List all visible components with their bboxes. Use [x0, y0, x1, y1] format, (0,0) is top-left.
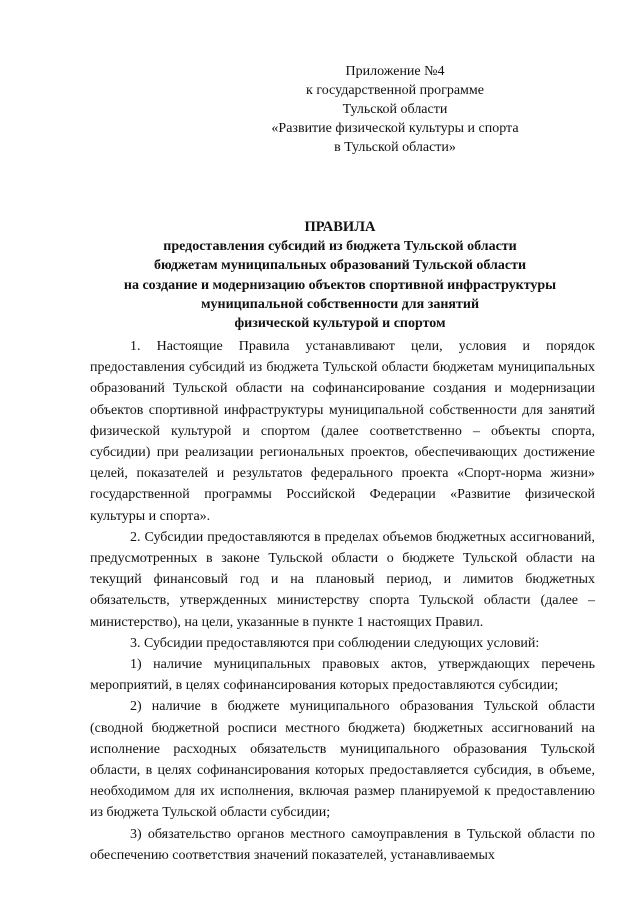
paragraph: 3. Субсидии предоставляются при соблюдении следующих условий:: [130, 635, 540, 651]
appendix-line: «Развитие физической культуры и спорта: [271, 121, 519, 136]
document-title: [60, 218, 620, 333]
title-line: на создание и модернизацию объектов спортивной инфраструктуры: [123, 277, 557, 293]
title-line: предоставления субсидий из бюджета Тульской области: [163, 239, 517, 255]
title-line: физической культурой и спортом: [234, 316, 446, 332]
paragraph: 1. Настоящие Правила устанавливают цели, условия и порядок предоставления субсидий из бюджета Тульской области бюджетам муниципальных образований Тульской области на софинансирование создания и модернизации объектов спортивной инфраструктуры муниципальной собственности для занятий физической культурой и спортом (далее соответственно – объекты спорта, субсидии) при реализации региональных проектов, обеспечивающих достижение целей, показателей и результатов федерального проекта «Спорт-норма жизни» государственной программы Российской Федерации «Развитие физической культуры и спорта».: [90, 339, 595, 524]
title-line: бюджетам муниципальных образований Тульской области: [153, 258, 527, 274]
title-line: муниципальной собственности для занятий: [200, 296, 480, 312]
paragraph: 2. Субсидии предоставляются в пределах объемов бюджетных ассигнований, предусмотренных в законе Тульской области о бюджете Тульской области на текущий финансовый год и на плановый период, и лимитов бюджетных обязательств, утвержденных министерству спорта Тульской области (далее – министерство), на цели, указанные в пункте 1 настоящих Правил.: [90, 529, 595, 630]
document-body: [90, 336, 595, 866]
paragraph: 3) обязательство органов местного самоуправления в Тульской области по обеспечению соответствия значений показателей, устанавливаемых: [90, 826, 595, 863]
paragraph: 2) наличие в бюджете муниципального образования Тульской области (сводной бюджетной росписи местного бюджета) бюджетных ассигнований на исполнение расходных обязательств муниципального образования Тульской области, в целях софинансирования которых предоставляется субсидия, в объеме, необходимом для их исполнения, включая размер планируемой к предоставлению из бюджета Тульской области субсидии;: [90, 699, 595, 821]
appendix-line: в Тульской области»: [334, 140, 456, 155]
appendix-line: Тульской области: [342, 102, 448, 117]
paragraph: 1) наличие муниципальных правовых актов, утверждающих перечень мероприятий, в целях софинансирования которых предоставляются субсидии;: [90, 657, 595, 694]
appendix-line: к государственной программе: [306, 83, 484, 98]
title-heading: ПРАВИЛА: [304, 219, 376, 235]
appendix-line: Приложение №4: [345, 64, 445, 79]
appendix-header: [250, 62, 540, 157]
